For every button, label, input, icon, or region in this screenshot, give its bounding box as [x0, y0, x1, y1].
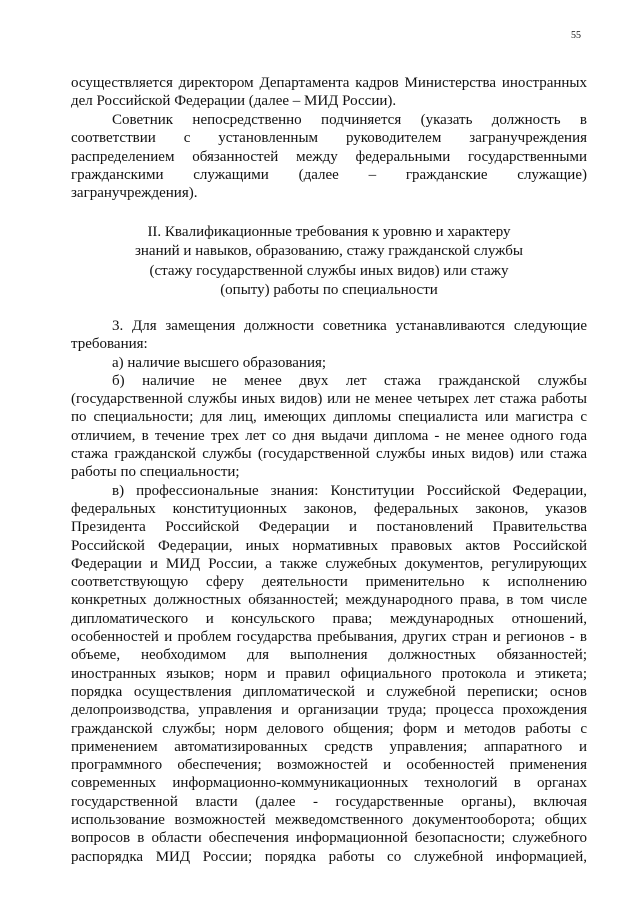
text-line: распределением обязанностей между федеральными государственными — [71, 148, 587, 165]
intro-paragraphs — [71, 74, 587, 203]
text-line: соответствии с установленным руководителем загранучреждения — [71, 130, 587, 147]
text-line: гражданской службы; норм делового общения; форм и методов работы с — [71, 720, 587, 737]
text-line: государственной власти (далее - государственные органы), включая — [71, 793, 587, 810]
text-line: федеральных конституционных законов, федеральных законов, указов — [71, 500, 587, 517]
text-line: (государственной службы иных видов) или не менее четырех лет стажа работы — [71, 391, 587, 408]
text-line: 3. Для замещения должности советника устанавливаются следующие — [112, 318, 587, 334]
text-line: загранучреждения). — [71, 185, 198, 202]
text-line: Советник непосредственно подчиняется (указать должность в — [112, 111, 587, 128]
text-line: дипломатического и консульского права; международных отношений, — [71, 610, 587, 627]
text-line: программного обеспечения; возможностей и особенностей применения — [71, 757, 587, 774]
text-line: применением автоматизированных средств управления; аппаратного и — [71, 738, 587, 755]
text-line: гражданскими служащими (далее – гражданские служащие) — [71, 166, 587, 183]
text-line: использование возможностей межведомственного документооборота; общих — [71, 812, 587, 829]
text-line: отличием, в течение трех лет со дня выдачи диплома - не менее одного года — [71, 427, 587, 444]
text-line: Федерации и МИД России, а также служебных документов, регулирующих — [71, 555, 587, 572]
text-line: распорядка МИД России; порядка работы со служебной информацией, — [71, 848, 587, 865]
requirements-section — [71, 317, 587, 866]
heading-line: (стажу государственной службы иных видов) или стажу — [149, 262, 509, 279]
text-line: вопросов в области обеспечения информационной безопасности; служебного — [71, 830, 587, 847]
text-line: Президента Российской Федерации и постановлений Правительства — [71, 519, 587, 536]
text-line: иностранных языков; норм и правил официального протокола и этикета; — [71, 665, 587, 682]
text-line: конкретных должностных обязанностей; международного права, в том числе — [71, 592, 587, 609]
section-heading — [71, 223, 587, 301]
text-line: Российской Федерации, иных нормативных правовых актов Российской — [71, 537, 587, 554]
text-line: требования: — [71, 336, 148, 353]
text-line: порядка осуществления дипломатической и служебной переписки; основ — [71, 683, 587, 700]
page-number: 55 — [571, 30, 581, 41]
text-line: работы по специальности; — [71, 464, 240, 481]
text-line: современных информационно-коммуникационных технологий в органах — [71, 775, 587, 792]
text-line: осуществляется директором Департамента кадров Министерства иностранных — [71, 75, 587, 91]
text-line: б) наличие не менее двух лет стажа гражданской службы — [112, 372, 587, 389]
text-line: в) профессиональные знания: Конституции Российской Федерации, — [112, 482, 587, 499]
text-line: делопроизводства, управления и организации труда; процесса прохождения — [71, 702, 587, 719]
text-line: соответствующую сферу деятельности применительно к исполнению — [71, 574, 587, 591]
text-line: стажа гражданской службы (государственной службы иных видов) или стажа — [71, 446, 587, 463]
heading-line: II. Квалификационные требования к уровню и характеру — [147, 224, 511, 240]
text-line: объеме, необходимом для выполнения должностных обязанностей; — [71, 647, 587, 664]
heading-line: знаний и навыков, образованию, стажу гражданской службы — [134, 243, 524, 260]
text-line: по специальности; для лиц, имеющих дипломы специалиста или магистра с — [71, 409, 587, 426]
text-line: особенностей и проблем государства пребывания, других стран и регионов - в — [71, 629, 587, 646]
text-line: а) наличие высшего образования; — [112, 354, 327, 371]
text-line: дел Российской Федерации (далее – МИД России). — [71, 93, 397, 110]
heading-line: (опыту) работы по специальности — [220, 282, 438, 299]
